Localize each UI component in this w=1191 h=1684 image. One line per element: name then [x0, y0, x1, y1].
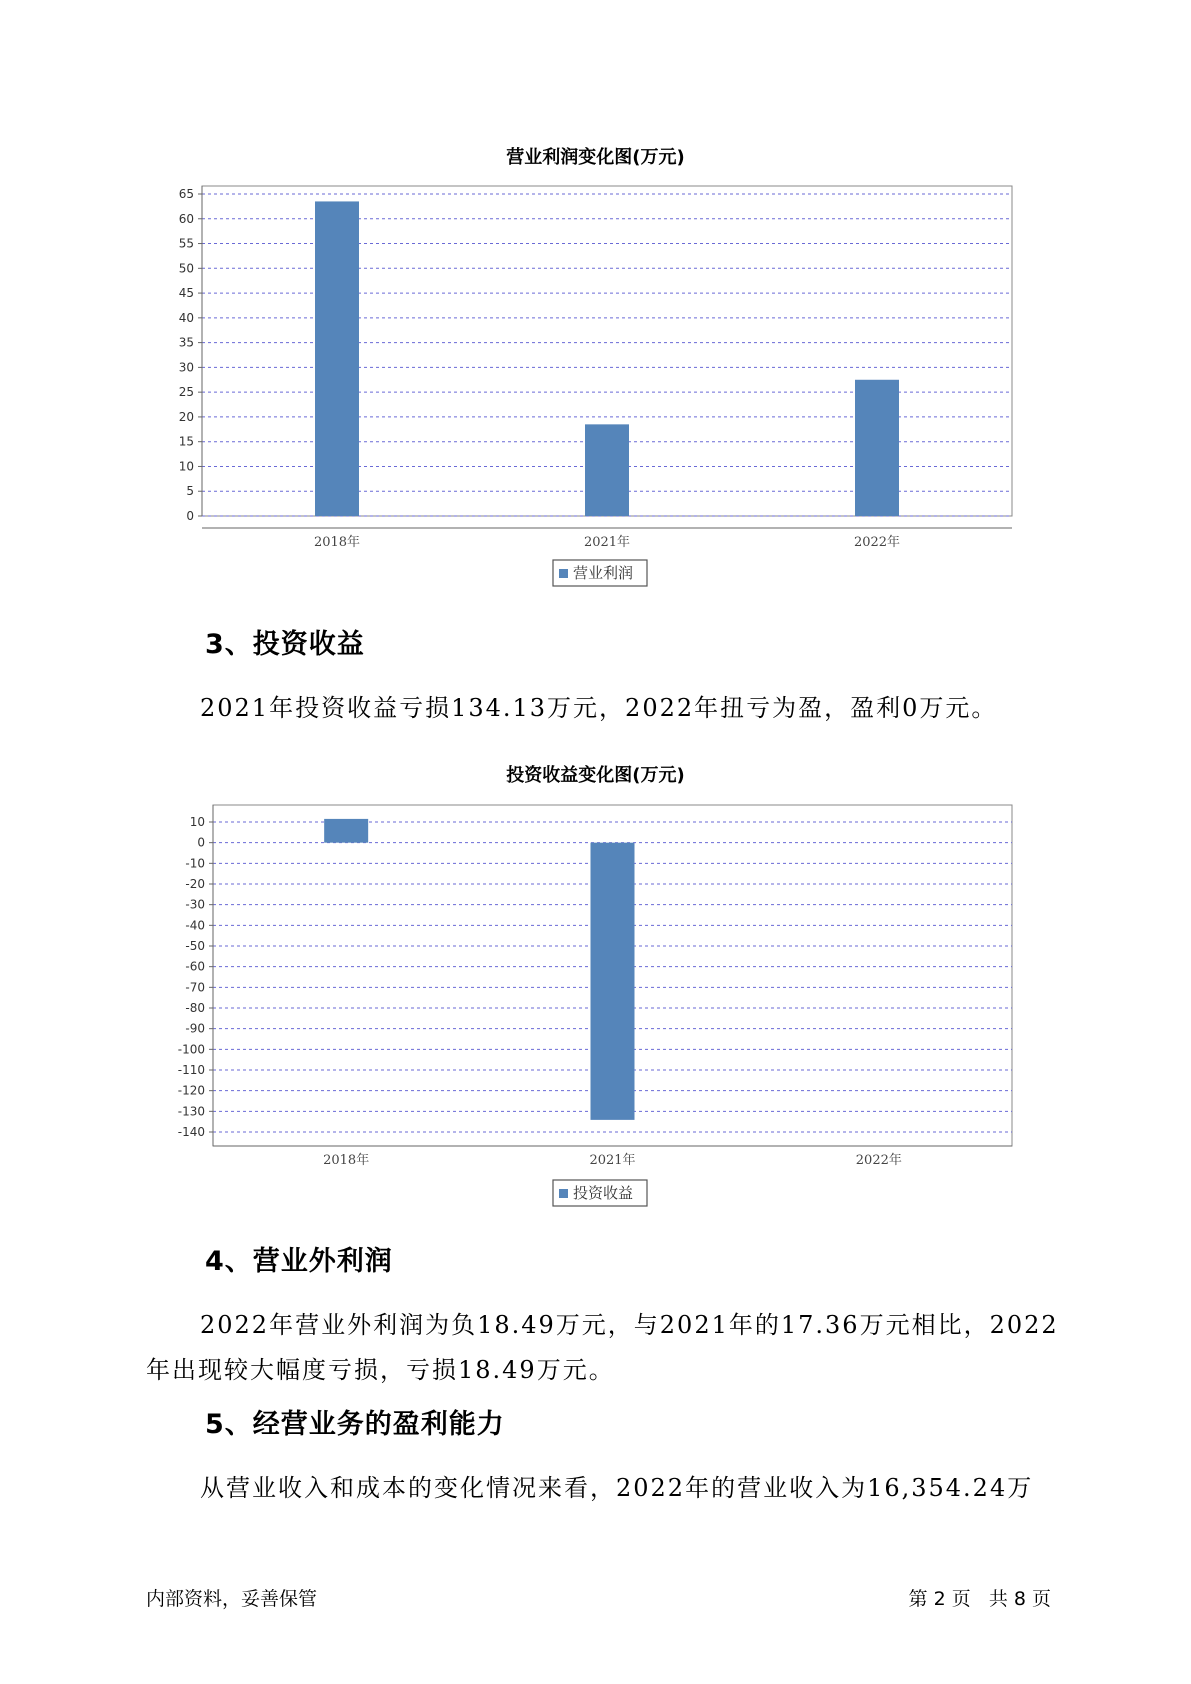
- y-tick-label: 5: [186, 484, 194, 499]
- chart2-title: 投资收益变化图(万元): [506, 765, 685, 786]
- chart1-title: 营业利润变化图(万元): [506, 147, 685, 168]
- footer-page-number: 第 2 页 共 8 页: [908, 1588, 1051, 1610]
- y-tick-label: -70: [185, 980, 205, 995]
- section3-heading: 3、投资收益: [205, 629, 365, 660]
- y-tick-label: -120: [177, 1083, 205, 1098]
- y-tick-label: -20: [185, 877, 205, 891]
- y-tick-label: 10: [178, 459, 194, 474]
- x-category-label: 2021年: [583, 535, 631, 550]
- y-tick-label: 45: [178, 286, 194, 301]
- y-tick-label: 10: [189, 815, 205, 829]
- bar-2021年: [591, 843, 635, 1120]
- y-tick-label: 0: [186, 509, 194, 523]
- y-tick-label: 30: [178, 360, 194, 375]
- y-tick-label: -100: [177, 1042, 205, 1057]
- y-tick-label: 20: [178, 409, 194, 424]
- section4-paragraph-line1: 2022年营业外利润为负18.49万元，与2021年的17.36万元相比，2022: [200, 1311, 1059, 1339]
- y-tick-label: 0: [197, 835, 205, 850]
- x-category-label: 2021年: [589, 1153, 636, 1168]
- y-tick-label: -140: [177, 1125, 205, 1139]
- y-tick-label: -50: [185, 939, 205, 953]
- y-tick-label: 55: [178, 236, 194, 251]
- section5-heading: 5、经营业务的盈利能力: [205, 1409, 505, 1440]
- y-tick-label: 60: [178, 211, 194, 226]
- y-tick-label: -90: [185, 1021, 205, 1036]
- footer-confidential-note: 内部资料，妥善保管: [146, 1588, 318, 1610]
- y-tick-label: 25: [178, 385, 194, 400]
- y-tick-label: 65: [178, 187, 194, 201]
- x-category-label: 2022年: [855, 1153, 902, 1168]
- x-category-label: 2018年: [323, 1153, 370, 1168]
- legend-label: 投资收益: [573, 1184, 634, 1202]
- y-tick-label: -30: [185, 897, 205, 912]
- y-tick-label: 40: [178, 310, 194, 325]
- y-tick-label: 15: [178, 434, 194, 449]
- bar-2018年: [324, 819, 368, 843]
- legend-label: 营业利润: [573, 564, 634, 582]
- x-category-label: 2018年: [313, 535, 361, 550]
- section5-paragraph-line1: 从营业收入和成本的变化情况来看，2022年的营业收入为16,354.24万: [200, 1474, 1034, 1502]
- y-tick-label: -10: [185, 856, 205, 871]
- y-tick-label: -110: [177, 1063, 205, 1077]
- y-tick-label: -80: [185, 1001, 205, 1015]
- section4-heading: 4、营业外利润: [205, 1246, 393, 1277]
- y-tick-label: 35: [178, 335, 194, 350]
- section3-paragraph: 2021年投资收益亏损134.13万元，2022年扭亏为盈，盈利0万元。: [200, 694, 998, 722]
- y-tick-label: -130: [177, 1104, 205, 1119]
- section4-paragraph-line2: 年出现较大幅度亏损，亏损18.49万元。: [146, 1356, 615, 1384]
- y-tick-label: 50: [178, 261, 194, 276]
- x-category-label: 2022年: [853, 535, 901, 550]
- legend-swatch: [559, 1189, 568, 1198]
- y-tick-label: -40: [185, 918, 205, 933]
- y-tick-label: -60: [185, 959, 205, 974]
